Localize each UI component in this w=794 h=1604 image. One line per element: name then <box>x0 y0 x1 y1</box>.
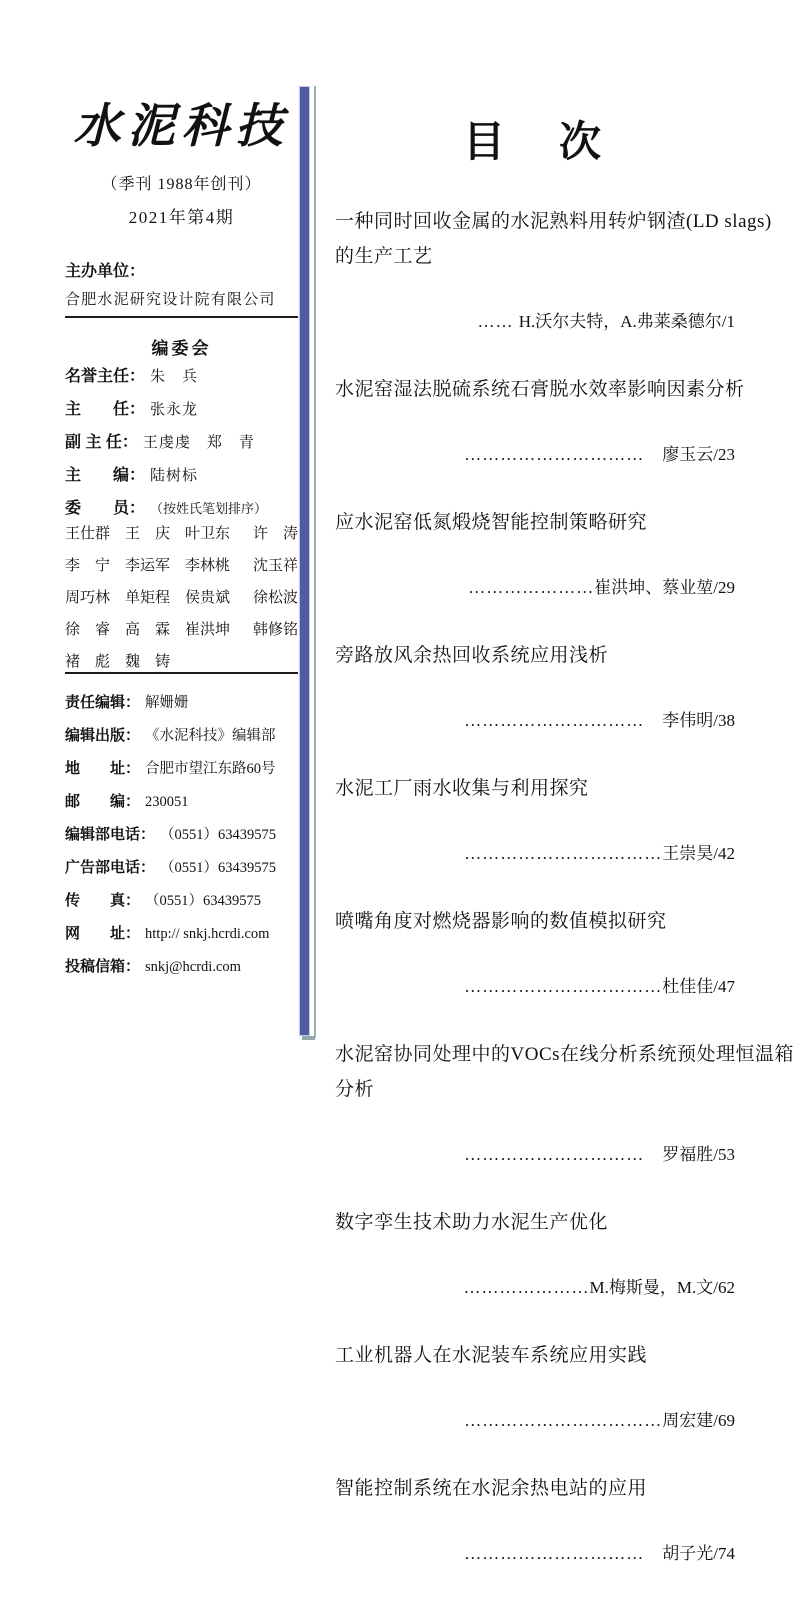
role-label: 主 编： <box>65 467 146 484</box>
toc-authors: 胡子光 <box>662 1544 714 1564</box>
toc-entry <box>335 505 735 636</box>
toc-title-line: 水泥窑湿法脱硫系统石膏脱水效率影响因素分析 <box>335 379 745 401</box>
publication-info-label: 投稿信箱： <box>65 958 141 975</box>
editorial-board-roles <box>65 360 298 525</box>
toc-page-number: /1 <box>721 312 735 332</box>
publication-info-label: 广告部电话： <box>65 859 156 876</box>
toc-entry-byline <box>335 407 735 503</box>
role-value: （按姓氏笔划排序） <box>150 501 268 516</box>
toc-entry-title <box>335 1338 735 1373</box>
toc-title-line: 智能控制系统在水泥余热电站的应用 <box>335 1478 648 1500</box>
toc-authors: 王崇昊 <box>662 844 714 864</box>
table-of-contents <box>335 118 794 1604</box>
toc-entry <box>335 771 735 902</box>
member-name: 徐 睿 <box>65 622 111 638</box>
editorial-board-heading: 编委会 <box>151 339 212 358</box>
toc-authors: 杜佳佳 <box>662 977 714 997</box>
toc-page-number: /69 <box>713 1411 735 1431</box>
issue-frequency: （季刊 1988年创刊） <box>101 175 262 193</box>
board-member-row <box>65 550 298 582</box>
role-value: 张永龙 <box>150 402 199 418</box>
toc-title-line: 应水泥窑低氮煅烧智能控制策略研究 <box>335 512 648 534</box>
publication-info-row <box>65 686 298 719</box>
toc-dotted-leader: ………………………… <box>464 1145 663 1165</box>
publication-info-value: 解姗姗 <box>145 695 189 711</box>
toc-page-number: /47 <box>713 977 735 997</box>
toc-entry-byline <box>335 1506 735 1602</box>
member-name: 周巧林 <box>65 590 111 606</box>
member-name: 李运军 <box>125 558 171 574</box>
publication-info <box>65 686 298 983</box>
toc-page-number: /29 <box>713 578 735 598</box>
toc-entry <box>335 1338 735 1469</box>
toc-authors: 廖玉云 <box>662 445 714 465</box>
toc-authors: 李伟明 <box>662 711 714 731</box>
toc-dotted-leader: ………………… <box>468 578 595 598</box>
role-value: 朱 兵 <box>150 369 199 385</box>
member-name: 侯贵斌 <box>185 590 231 606</box>
board-role-row <box>65 426 298 459</box>
toc-page-number: /62 <box>713 1278 735 1298</box>
toc-dotted-leader: ………………………… <box>464 1544 663 1564</box>
toc-entry-title <box>335 1037 794 1107</box>
publication-info-label: 编辑出版： <box>65 727 141 744</box>
toc-entry-byline <box>335 274 735 370</box>
toc-dotted-leader: …………………………… <box>464 1411 663 1431</box>
toc-entry-byline <box>335 806 735 902</box>
toc-title-line: 的生产工艺 <box>335 246 433 268</box>
publication-info-row <box>65 719 298 752</box>
toc-title-line: 水泥工厂雨水收集与利用探究 <box>335 778 589 800</box>
toc-entry-title <box>335 1205 735 1240</box>
member-name: 褚 彪 <box>65 654 111 670</box>
member-name: 王仕群 <box>65 526 111 542</box>
member-name: 许 涛 <box>252 526 298 542</box>
organizer-label: 主办单位： <box>65 263 146 280</box>
member-name: 单矩程 <box>125 590 171 606</box>
toc-entry-byline <box>335 540 735 636</box>
board-role-row <box>65 360 298 393</box>
publication-info-label: 地 址： <box>65 760 141 777</box>
publication-info-value: （0551）63439575 <box>160 827 277 843</box>
vertical-divider-thin-line <box>314 86 316 1038</box>
journal-title: 水泥科技 <box>73 101 290 153</box>
publication-info-value: （0551）63439575 <box>145 893 262 909</box>
toc-dotted-leader: ………………………… <box>464 711 663 731</box>
toc-entry <box>335 204 772 370</box>
role-label: 委 员： <box>65 500 146 517</box>
toc-dotted-leader: ………………… <box>463 1278 590 1298</box>
toc-dotted-leader: …………………………… <box>464 977 663 997</box>
toc-authors: 周宏建 <box>662 1411 714 1431</box>
toc-title-line: 旁路放风余热回收系统应用浅析 <box>335 645 609 667</box>
role-label: 名誉主任： <box>65 368 146 385</box>
toc-title-line: 喷嘴角度对燃烧器影响的数值模拟研究 <box>335 911 667 933</box>
publication-info-value: 《水泥科技》编辑部 <box>145 728 276 744</box>
role-value: 王虔虔 郑 青 <box>142 435 255 451</box>
publication-info-value: （0551）63439575 <box>160 860 277 876</box>
toc-title-line: 数字孪生技术助力水泥生产优化 <box>335 1212 609 1234</box>
publication-info-label: 网 址： <box>65 925 141 942</box>
toc-page-number: /53 <box>713 1145 735 1165</box>
member-name: 李林桃 <box>185 558 231 574</box>
publication-info-row <box>65 818 298 851</box>
toc-heading: 目 次 <box>462 120 607 166</box>
masthead-column <box>65 0 298 1122</box>
board-member-row <box>65 518 298 550</box>
vertical-divider-bar <box>299 86 310 1036</box>
masthead <box>65 98 298 228</box>
toc-dotted-leader: …… <box>477 312 519 332</box>
toc-dotted-leader: …………………………… <box>464 844 663 864</box>
publication-info-value: snkj@hcrdi.com <box>145 959 241 975</box>
publication-info-value: http:// snkj.hcrdi.com <box>145 926 270 942</box>
role-label: 主 任： <box>65 401 146 418</box>
toc-entry-title <box>335 904 735 939</box>
member-name: 沈玉祥 <box>252 558 298 574</box>
board-role-row <box>65 459 298 492</box>
toc-title-line: 工业机器人在水泥装车系统应用实践 <box>335 1345 648 1367</box>
toc-entry-title <box>335 505 735 540</box>
toc-title-line: 一种同时回收金属的水泥熟料用转炉钢渣(LD slags) <box>335 211 772 233</box>
member-name: 魏 铸 <box>125 654 171 670</box>
toc-authors: 崔洪坤、蔡业堃 <box>594 578 714 598</box>
toc-title-line: 水泥窑协同处理中的VOCs在线分析系统预处理恒温箱 <box>335 1044 794 1066</box>
publication-info-row <box>65 785 298 818</box>
board-member-row <box>65 614 298 646</box>
toc-page-number: /38 <box>713 711 735 731</box>
publication-info-label: 责任编辑： <box>65 694 141 711</box>
organizer-name: 合肥水泥研究设计院有限公司 <box>65 292 276 308</box>
toc-entry-byline <box>335 673 735 769</box>
publication-info-row <box>65 917 298 950</box>
publication-info-row <box>65 851 298 884</box>
divider-rule-top <box>65 316 298 318</box>
publication-info-label: 传 真： <box>65 892 141 909</box>
toc-title-line: 分析 <box>335 1079 375 1101</box>
toc-entry-byline <box>335 1373 735 1469</box>
member-name: 崔洪坤 <box>185 622 231 638</box>
toc-page-number: /42 <box>713 844 735 864</box>
role-label: 副 主 任： <box>65 434 138 451</box>
toc-entry <box>335 904 735 1035</box>
toc-authors: M.梅斯曼，M.文 <box>589 1278 714 1298</box>
publication-info-row <box>65 950 298 983</box>
editorial-board-members <box>65 518 298 678</box>
publication-info-value: 230051 <box>145 794 189 810</box>
toc-entry-title <box>335 204 772 274</box>
toc-entry-title <box>335 372 745 407</box>
toc-entry <box>335 1037 794 1203</box>
vertical-divider-shadow <box>302 1036 315 1040</box>
toc-dotted-leader: ………………………… <box>464 445 663 465</box>
member-name: 叶卫东 <box>185 526 231 542</box>
toc-entry <box>335 1205 735 1336</box>
role-value: 陆树标 <box>150 468 199 484</box>
toc-entry-byline <box>335 1107 735 1203</box>
publication-info-label: 编辑部电话： <box>65 826 156 843</box>
member-name: 李 宁 <box>65 558 111 574</box>
toc-authors: 罗福胜 <box>662 1145 714 1165</box>
publication-info-label: 邮 编： <box>65 793 141 810</box>
publication-info-row <box>65 884 298 917</box>
toc-entry <box>335 372 745 503</box>
toc-entry <box>335 1471 735 1602</box>
toc-entry-title <box>335 771 735 806</box>
toc-entry <box>335 638 735 769</box>
toc-entry-byline <box>335 1240 735 1336</box>
publication-info-value: 合肥市望江东路60号 <box>145 761 276 777</box>
member-name: 高 霖 <box>125 622 171 638</box>
divider-rule-bottom <box>65 672 298 674</box>
issue-number: 2021年第4期 <box>128 207 235 227</box>
board-member-row <box>65 582 298 614</box>
toc-authors: H.沃尔夫特，A.弗莱桑德尔 <box>518 312 722 332</box>
board-role-row <box>65 393 298 426</box>
toc-entries <box>335 204 794 1602</box>
member-name: 韩修铭 <box>252 622 298 638</box>
member-name: 王 庆 <box>125 526 171 542</box>
toc-entry-byline <box>335 939 735 1035</box>
toc-entry-title <box>335 638 735 673</box>
member-name: 徐松波 <box>252 590 298 606</box>
publication-info-row <box>65 752 298 785</box>
toc-page-number: /74 <box>713 1544 735 1564</box>
toc-entry-title <box>335 1471 735 1506</box>
toc-page-number: /23 <box>713 445 735 465</box>
